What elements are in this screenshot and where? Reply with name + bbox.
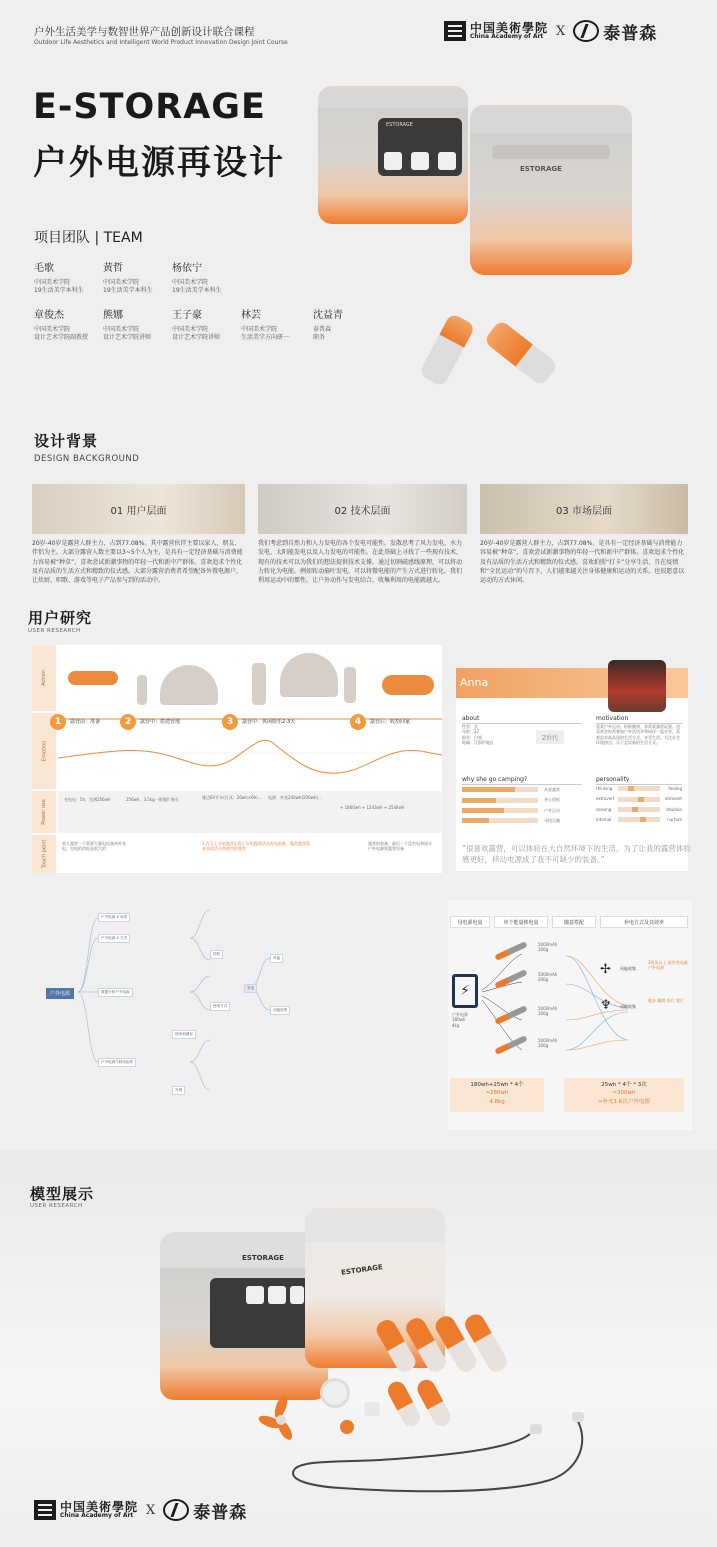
persona-photo (608, 660, 666, 712)
touch-text: 第人露营一个需要大量电设备冲补充电，对电的消耗是很大的 (62, 841, 126, 852)
persona-about-title: about (462, 715, 582, 724)
journey-step-3-label: 露营中：休闲娱乐2-3天 (242, 719, 296, 725)
fan-icon: ✢ (600, 962, 611, 977)
mindmap-branch: 户外电源 X 方式 (98, 934, 130, 943)
lane-power-use: Power use (32, 791, 56, 833)
journey-step-3: 3 (222, 714, 238, 730)
design-background-title: 设计背景 (34, 432, 99, 450)
persona-motivation: 喜爱户外运动，积极健康，非常爱露营玩耍。也喜欢会时常参加户外活动并和同伴一起分享，喜欢追求高品质的生活方式，享受生活，关注社会环境热点，乐于尝试新的生活方式。 (596, 724, 680, 746)
mindmap-node: 发电 (244, 984, 257, 993)
mindmap-branch: 户外电源 X 场景 (98, 913, 130, 922)
tps-logo: 泰普森 (193, 1502, 248, 1523)
user-research-subtitle: USER RESEARCH (28, 628, 81, 634)
mindmap-node: 动能收集 (270, 1006, 290, 1015)
rod-spec: 5000mAh 200g (538, 1006, 558, 1017)
team-member: 林芸 中国美术学院 生活美学方向研一 (241, 310, 290, 342)
persona-why-title: why she go camping? (462, 776, 582, 785)
hero-title-en: E-STORAGE (33, 87, 266, 127)
lane-touch-point: Touch point (32, 835, 56, 873)
persona-quote: “很喜欢露营，可以体验在大自然环境下的生活，为了让我的露营体验感更好，移动电源成了我不可缺少的装备。” (462, 844, 691, 865)
main-power-info: 户外电源 180wh 4kg (452, 1012, 468, 1028)
energy-summary-1: 180wh+25wh * 4个 ≈280wh 4.8kg (450, 1078, 544, 1112)
hero-storage-front (318, 86, 468, 224)
team-member: 熊娜 中国美术学院 设计艺术学院讲师 (103, 310, 152, 342)
caa-logo-icon (444, 21, 466, 41)
persona-card (456, 668, 688, 871)
tent-illustration (280, 653, 338, 697)
mindmap-node: 风能 (270, 954, 283, 963)
model-storage-back: ESTORAGE (305, 1208, 445, 1368)
course-title-en: Outdoor Life Aesthetics and Intelligent World Product Innovation Design Joint Course (34, 39, 288, 46)
course-title-cn: 户外生活美学与数智世界产品创新设计联合课程 (34, 26, 255, 38)
user-journey-map (32, 645, 442, 873)
bg-text-market: 20岁-40岁是露营人群主力，占到77.08%。是具有一定经济基础与消费能力容易被“种草”，喜欢尝试新潮事物的年轻一代和新中产群体。喜欢追求个性化及有品质的生活方式和精致的仪式感。喜欢拍照“打卡”分享生活，且在疫情和“全民运动”的号召下，人们越来越关注身体健康和运动的关系。也很愿意以运动的方式休闲。 (480, 540, 685, 585)
motion-label: 动能收集 (620, 1004, 636, 1009)
bg-text-user: 20岁-40岁是露营人群主力，占到77.08%。其中露营伙伴主要以家人、朋友、伴侣为主。大部分露营人数主要以3~5个人为主，是具有一定经济基础与消费能力容易被“种草”，喜欢尝试新潮事物的年轻一代和新中产群体。喜欢追求个性化及有品质的生活方式和精致的仪式感。大部分露营消费者希望配备外置电源户，让炊厨、唱歌、游戏等电子产品参与到的活动中。 (32, 540, 243, 585)
footer-logos (34, 1497, 247, 1523)
team-member: 黄哲 中国美术学院 19生活美学本科生 (103, 263, 153, 295)
logo-separator: X (146, 1502, 156, 1518)
person-illustration (344, 667, 356, 703)
team-member: 王子豪 中国美术学院 设计艺术学院讲师 (172, 310, 221, 342)
models-subtitle: USER RESEARCH (30, 1203, 83, 1209)
power-text: 256wh，3.5kg一般爆扩展水 (126, 797, 179, 802)
team-member: 章俊杰 中国美术学院 设计艺术学院副教授 (34, 310, 89, 342)
car-illustration (382, 675, 434, 695)
person-illustration (137, 675, 147, 705)
touch-text: 1.在天上开始露营出现了好的露营活动充电困难，露营露营需要高质活动和使用的露营 (202, 841, 310, 852)
persona-personality-title: personality (596, 776, 682, 785)
team-member: 杨依宁 中国美术学院 19生活美学本科生 (172, 263, 222, 295)
car-illustration (68, 671, 118, 685)
persona-tag: Z世代 (536, 730, 564, 744)
hero-storage-back: ESTORAGE (470, 105, 632, 275)
lane-emotion: Emotion (32, 713, 56, 789)
tent-illustration (160, 665, 218, 705)
logo-separator: X (556, 23, 566, 39)
persona-why-bars: 从容露营 身心放松 户外运动 寻找乐趣 (462, 787, 582, 829)
mindmap-branch: 户外电源与移动组织 (98, 1058, 136, 1067)
tps-logo-icon (573, 20, 599, 42)
mind-map-lines (40, 900, 420, 1130)
mindmap-branch: 使用和储存 (172, 1030, 196, 1039)
hero-title-cn: 户外电源再设计 (33, 143, 285, 183)
persona-motivation-title: motivation (596, 715, 682, 724)
team-member: 毛歌 中国美术学院 19生活美学本科生 (34, 263, 84, 295)
rod-spec: 5000mAh 200g (538, 1038, 558, 1049)
journey-step-2: 2 (120, 714, 136, 730)
mindmap-root: 户外电源 (46, 988, 74, 999)
power-text: 电源：补充240wh(200wh)… (268, 795, 323, 800)
bg-text-tech: 我们考虑到自然力和人力发电的各个发电可能性。发散思考了风力发电、水力发电、太阳能发电以及人力发电的可能性。在此基础上寻找了一些现有技术，现有的技术可以为我们的想法提供技术支撑。通过切割磁感线原理，可以将动力转化为电能。例如转动扇叶发电，可以将微电能的产生方式进行转化。我们利用运动中的惯性，让户外动作与发电结合，收集利用的电能就越大。 (258, 540, 463, 585)
motion-note: 跑步 蹦跳 骑行 爬行 (648, 998, 684, 1003)
energy-header: 随意搭配 (552, 916, 596, 928)
persona-about: 性别：女 年龄：27 职业：白领 地域：江浙沪地区 (462, 724, 494, 746)
journey-step-2-label: 露营中：搭建营地 (140, 719, 181, 725)
energy-rod-1 (418, 313, 476, 388)
bg-card-tech: 02 技术层面 (258, 484, 467, 534)
models-title: 模型展示 (30, 1185, 95, 1203)
header-logos (444, 18, 657, 44)
energy-header: 单个能量棒电量 (494, 916, 548, 928)
tps-logo: 泰普森 (603, 23, 658, 44)
touch-text: 露营的装备，最后一个没有电和部分户外电源装露营设备 (368, 841, 432, 852)
power-text: + 1800wh + 1243wh + 2544wh (340, 805, 405, 810)
caa-logo: 中国美術學院 China Academy of Art (60, 1500, 139, 1519)
lanyard-cord (280, 1410, 610, 1500)
caa-logo: 中国美術學院 China Academy of Art (470, 21, 549, 40)
energy-header: 补电方式及其效率 (600, 916, 688, 928)
battery-icon: ⚡ (452, 974, 478, 1008)
journey-step-4-label: 露营后：收拾回家 (370, 719, 411, 725)
fan-accessory-white (320, 1378, 350, 1408)
lane-action: Action (32, 645, 56, 711)
persona-name: Anna (460, 676, 489, 689)
bg-card-user: 01 用户层面 (32, 484, 245, 534)
mindmap-branch: 数据分析户外电源 (98, 988, 133, 997)
person-illustration (252, 663, 266, 705)
power-text: 充电电：5h，完满256wh (64, 797, 111, 802)
energy-rod-2 (483, 319, 559, 387)
socket-panel: ESTORAGE (378, 118, 462, 176)
socket-panel: ESTORAGE (210, 1278, 310, 1348)
mindmap-branch: 结构 (210, 950, 223, 959)
wind-note: 3级风以上 最快充电量 户外电源 (648, 960, 688, 971)
energy-summary-2: 25wh * 4个 * 3次 ≈300wh ≈补充1.6次户外电源 (564, 1078, 684, 1112)
journey-step-4: 4 (350, 714, 366, 730)
mindmap-branch: 外观 (172, 1086, 185, 1095)
model-storage-front (160, 1232, 328, 1400)
user-research-title: 用户研究 (28, 609, 93, 627)
energy-header: 母电源电量 (450, 916, 490, 928)
rod-spec: 5000mAh 200g (538, 942, 558, 953)
design-background-subtitle: DESIGN BACKGROUND (34, 454, 140, 464)
journey-step-1: 1 (50, 714, 66, 730)
persona-personality: thinking feeling extrovert introvert sensing intuition internal nurture (596, 786, 682, 823)
journey-step-1-label: 露营前：准备 (70, 719, 101, 725)
energy-diagram (448, 900, 692, 1130)
power-text: 雅迈6V开车(灯具：20wh×6h)… (202, 795, 262, 800)
rod-spec: 5000mAh 200g (538, 972, 558, 983)
caa-logo-icon (34, 1500, 56, 1520)
team-title: 项目团队 | TEAM (34, 230, 143, 246)
motion-icon: ♆ (600, 998, 612, 1013)
wind-label: 风能收集 (620, 966, 636, 971)
tps-logo-icon (163, 1499, 189, 1521)
mindmap-branch: 使用方式 (210, 1002, 230, 1011)
team-member: 沈益青 泰普森 职务 (313, 310, 343, 342)
bg-card-market: 03 市场层面 (480, 484, 688, 534)
